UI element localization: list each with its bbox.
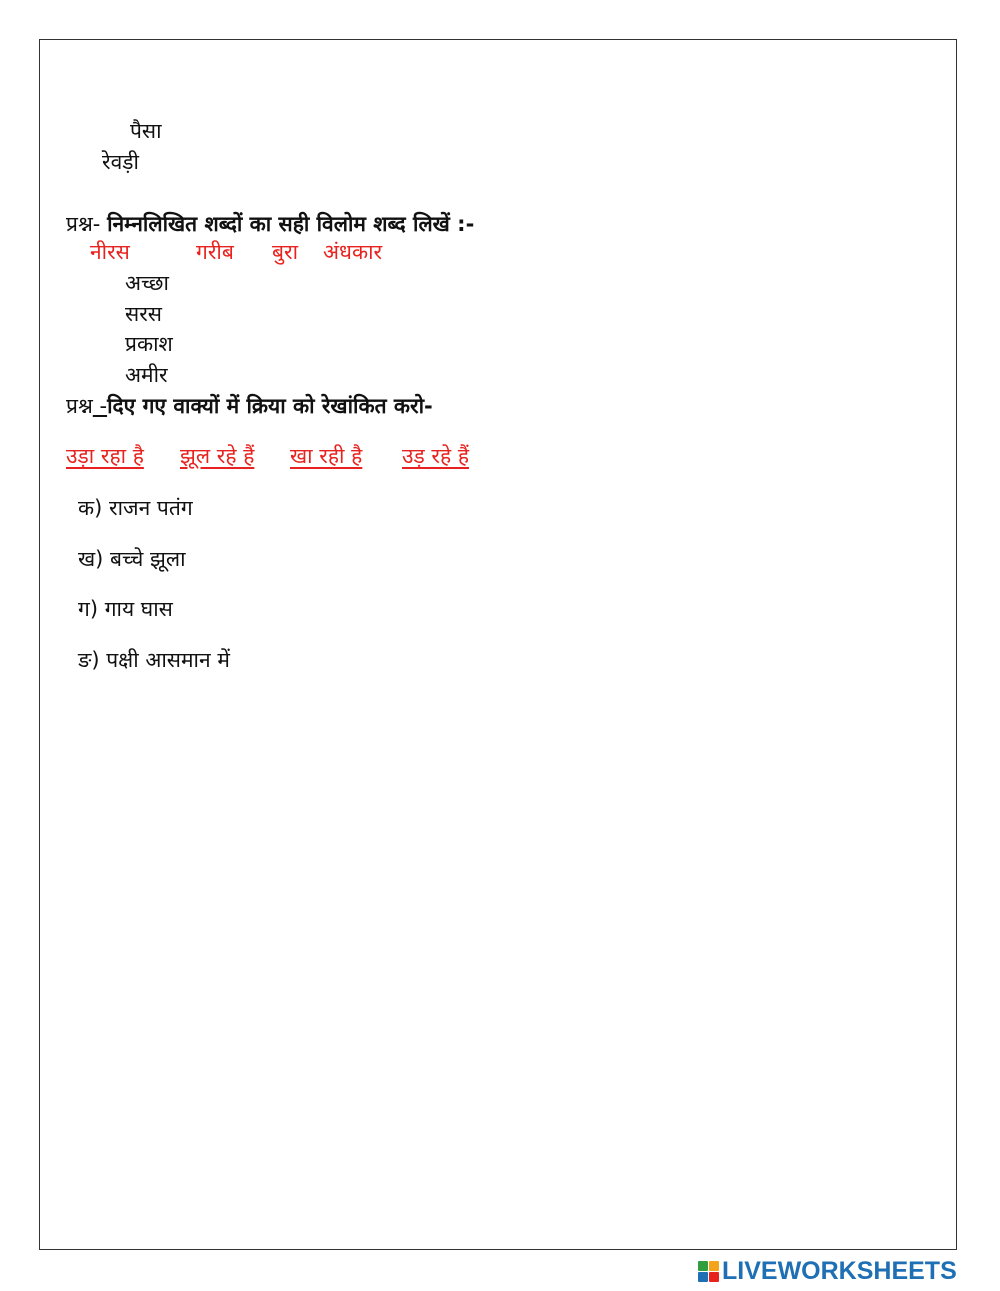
verb-option-4[interactable]: उड़ रहे हैं <box>402 444 469 468</box>
question-2-dash: - <box>92 394 108 418</box>
word-paisa: पैसा <box>130 119 162 143</box>
question-1-prefix: प्रश्न- <box>66 212 101 236</box>
liveworksheets-logo-text: LIVEWORKSHEETS <box>722 1256 957 1285</box>
antonym-word-3: प्रकाश <box>125 332 173 356</box>
question-1 <box>66 214 474 235</box>
sentence-nga: ङ) पक्षी आसमान में <box>78 648 230 672</box>
question-2-prefix: प्रश्न <box>66 394 93 418</box>
sentence-ka: क) राजन पतंग <box>78 496 193 520</box>
liveworksheets-logo-icon <box>698 1261 719 1282</box>
question-1-text: निम्नलिखित शब्दों का सही विलोम शब्द लिखें :- <box>107 212 475 236</box>
answer-option-4[interactable]: अंधकार <box>323 240 383 264</box>
sentence-kha: ख) बच्चे झूला <box>78 547 186 571</box>
antonym-word-1: अच्छा <box>125 271 169 295</box>
antonym-word-4: अमीर <box>125 363 168 387</box>
question-2 <box>66 396 433 417</box>
verb-option-3[interactable]: खा रही है <box>290 444 363 468</box>
liveworksheets-logo[interactable] <box>698 1258 957 1284</box>
word-rewdi: रेवड़ी <box>102 150 139 174</box>
question-2-text: दिए गए वाक्यों में क्रिया को रेखांकित करो- <box>107 394 433 418</box>
answer-option-2[interactable]: गरीब <box>196 240 234 264</box>
verb-option-2[interactable]: झूल रहे हैं <box>180 444 255 468</box>
answer-option-3[interactable]: बुरा <box>272 240 299 264</box>
verb-option-1[interactable]: उड़ा रहा है <box>66 444 144 468</box>
sentence-ga: ग) गाय घास <box>78 597 173 621</box>
answer-option-1[interactable]: नीरस <box>90 240 130 264</box>
antonym-word-2: सरस <box>125 302 162 326</box>
